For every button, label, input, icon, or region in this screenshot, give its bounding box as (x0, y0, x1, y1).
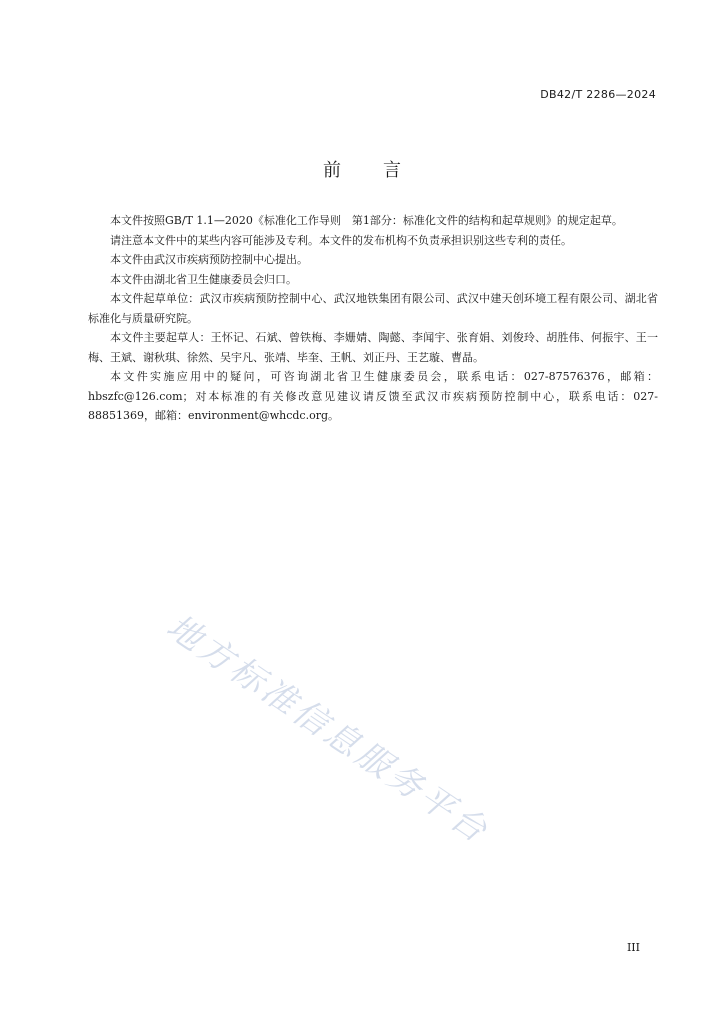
paragraph-drafters: 本文件主要起草人：王怀记、石斌、曾铁梅、李姗婧、陶懿、李闻宇、张育娟、刘俊玲、胡胜伟、何振宇、王一梅、王斌、谢秋琪、徐然、吴宇凡、张靖、毕奎、王帆、刘正丹、王艺璇、曹晶。 (88, 331, 658, 364)
foreword-body (88, 211, 658, 426)
watermark: 地方标准信息服务平台 (159, 606, 497, 853)
page-number: III (626, 941, 640, 954)
paragraph-proposer: 本文件由武汉市疾病预防控制中心提出。 (110, 253, 308, 266)
paragraph-drafting-units: 本文件起草单位：武汉市疾病预防控制中心、武汉地铁集团有限公司、武汉中建天创环境工程有限公司、湖北省标准化与质量研究院。 (88, 292, 658, 325)
page-title: 前言 (323, 160, 443, 181)
paragraph-patent-notice: 请注意本文件中的某些内容可能涉及专利。本文件的发布机构不负责承担识别这些专利的责任。 (110, 233, 572, 247)
paragraph-drafting-rules: 本文件按照GB/T 1.1—2020《标准化工作导则 第1部分：标准化文件的结构和起草规则》的规定起草。 (110, 214, 623, 227)
paragraph-administrator: 本文件由湖北省卫生健康委员会归口。 (110, 272, 297, 286)
paragraph-contact: 本文件实施应用中的疑问，可咨询湖北省卫生健康委员会，联系电话：027-87576376，邮箱：hbszfc@126.com；对本标准的有关修改意见建议请反馈至武汉市疾病预防控制中心，联系电话：027-88851369，邮箱：environment@whcdc.org。 (88, 370, 658, 422)
document-code: DB42/T 2286—2024 (540, 88, 656, 101)
